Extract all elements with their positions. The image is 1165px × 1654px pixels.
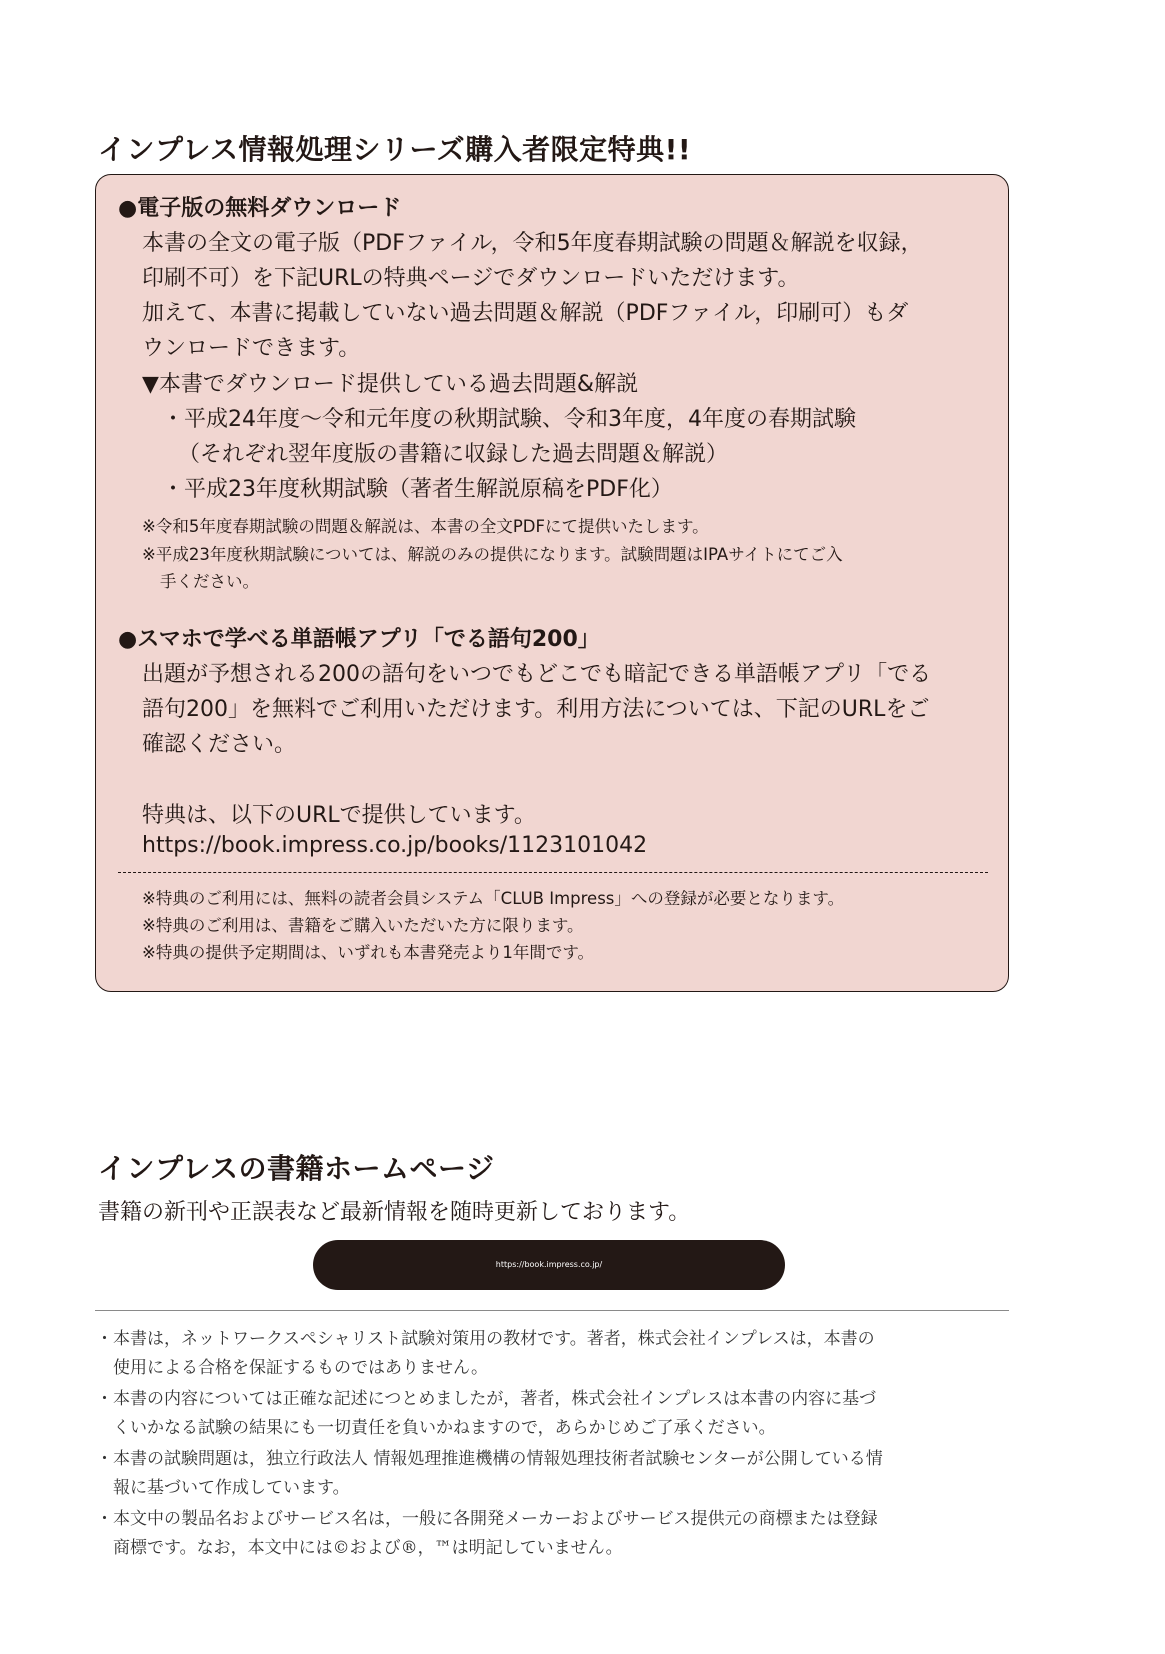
ebook-line: 本書の全文の電子版（PDFファイル，令和5年度春期試験の問題＆解説を収録， bbox=[142, 231, 923, 256]
footnote: ※特典のご利用には、無料の読者会員システム「CLUB Impress」への登録が必要となります。 bbox=[142, 889, 845, 908]
ebook-line: 加えて、本書に掲載していない過去問題＆解説（PDFファイル，印刷可）もダ bbox=[142, 301, 909, 326]
footnote: ※特典の提供予定期間は、いずれも本書発売より1年間です。 bbox=[142, 943, 595, 962]
disclaimer-line: 使用による合格を保証するものではありません。 bbox=[96, 1358, 489, 1378]
ebook-note: ※平成23年度秋期試験については、解説のみの提供になります。試験問題はIPAサイトにてご入 bbox=[142, 545, 843, 564]
dashed-divider bbox=[118, 872, 988, 873]
app-line: 出題が予想される200の語句をいつでもどこでも暗記できる単語帳アプリ「でる bbox=[142, 662, 932, 687]
benefit-url-link[interactable]: https://book.impress.co.jp/books/1123101042 bbox=[142, 833, 648, 858]
ebook-line: 印刷不可）を下記URLの特典ページでダウンロードいただけます。 bbox=[142, 266, 800, 291]
app-line: 語句200」を無料でご利用いただけます。利用方法については、下記のURLをご bbox=[142, 697, 930, 722]
disclaimer-line: くいかなる試験の結果にも一切責任を負いかねますので，あらかじめご了承ください。 bbox=[96, 1418, 776, 1438]
url-intro: 特典は、以下のURLで提供しています。 bbox=[142, 803, 536, 828]
ebook-bullet: ・平成23年度秋期試験（著者生解説原稿をPDF化） bbox=[162, 477, 673, 502]
ebook-subheading: ▼本書でダウンロード提供している過去問題&解説 bbox=[142, 372, 639, 397]
page-title: インプレス情報処理シリーズ購入者限定特典!! bbox=[98, 133, 692, 166]
homepage-subtitle: 書籍の新刊や正誤表など最新情報を随時更新しております。 bbox=[98, 1200, 691, 1225]
divider bbox=[95, 1310, 1009, 1311]
disclaimer-line: 報に基づいて作成しています。 bbox=[96, 1478, 350, 1498]
ebook-bullet: ・平成24年度～令和元年度の秋期試験、令和3年度，4年度の春期試験 bbox=[162, 407, 856, 432]
ebook-note: 手ください。 bbox=[160, 572, 259, 591]
footnote: ※特典のご利用は、書籍をご購入いただいた方に限ります。 bbox=[142, 916, 584, 935]
ebook-note: ※令和5年度春期試験の問題＆解説は、本書の全文PDFにて提供いたします。 bbox=[142, 517, 709, 536]
ebook-bullet: （それぞれ翌年度版の書籍に収録した過去問題＆解説） bbox=[178, 442, 729, 467]
app-line: 確認ください。 bbox=[142, 732, 297, 757]
disclaimer-line: 商標です。なお，本文中には©および®，™は明記していません。 bbox=[96, 1538, 623, 1558]
homepage-url-link[interactable]: https://book.impress.co.jp/ bbox=[313, 1240, 785, 1290]
homepage-title: インプレスの書籍ホームページ bbox=[98, 1152, 495, 1185]
disclaimer-line: ・本書の試験問題は，独立行政法人 情報処理推進機構の情報処理技術者試験センターが公開している情 bbox=[96, 1449, 883, 1469]
ebook-heading: ●電子版の無料ダウンロード bbox=[118, 196, 402, 221]
benefits-box bbox=[95, 174, 1009, 992]
app-heading: ●スマホで学べる単語帳アプリ「でる語句200」 bbox=[118, 627, 600, 652]
ebook-line: ウンロードできます。 bbox=[142, 336, 361, 361]
disclaimer-line: ・本文中の製品名およびサービス名は，一般に各開発メーカーおよびサービス提供元の商標または登録 bbox=[96, 1509, 878, 1529]
disclaimer-line: ・本書の内容については正確な記述につとめましたが，著者，株式会社インプレスは本書の内容に基づ bbox=[96, 1389, 877, 1409]
disclaimer-line: ・本書は，ネットワークスペシャリスト試験対策用の教材です。著者，株式会社インプレスは，本書の bbox=[96, 1329, 875, 1349]
